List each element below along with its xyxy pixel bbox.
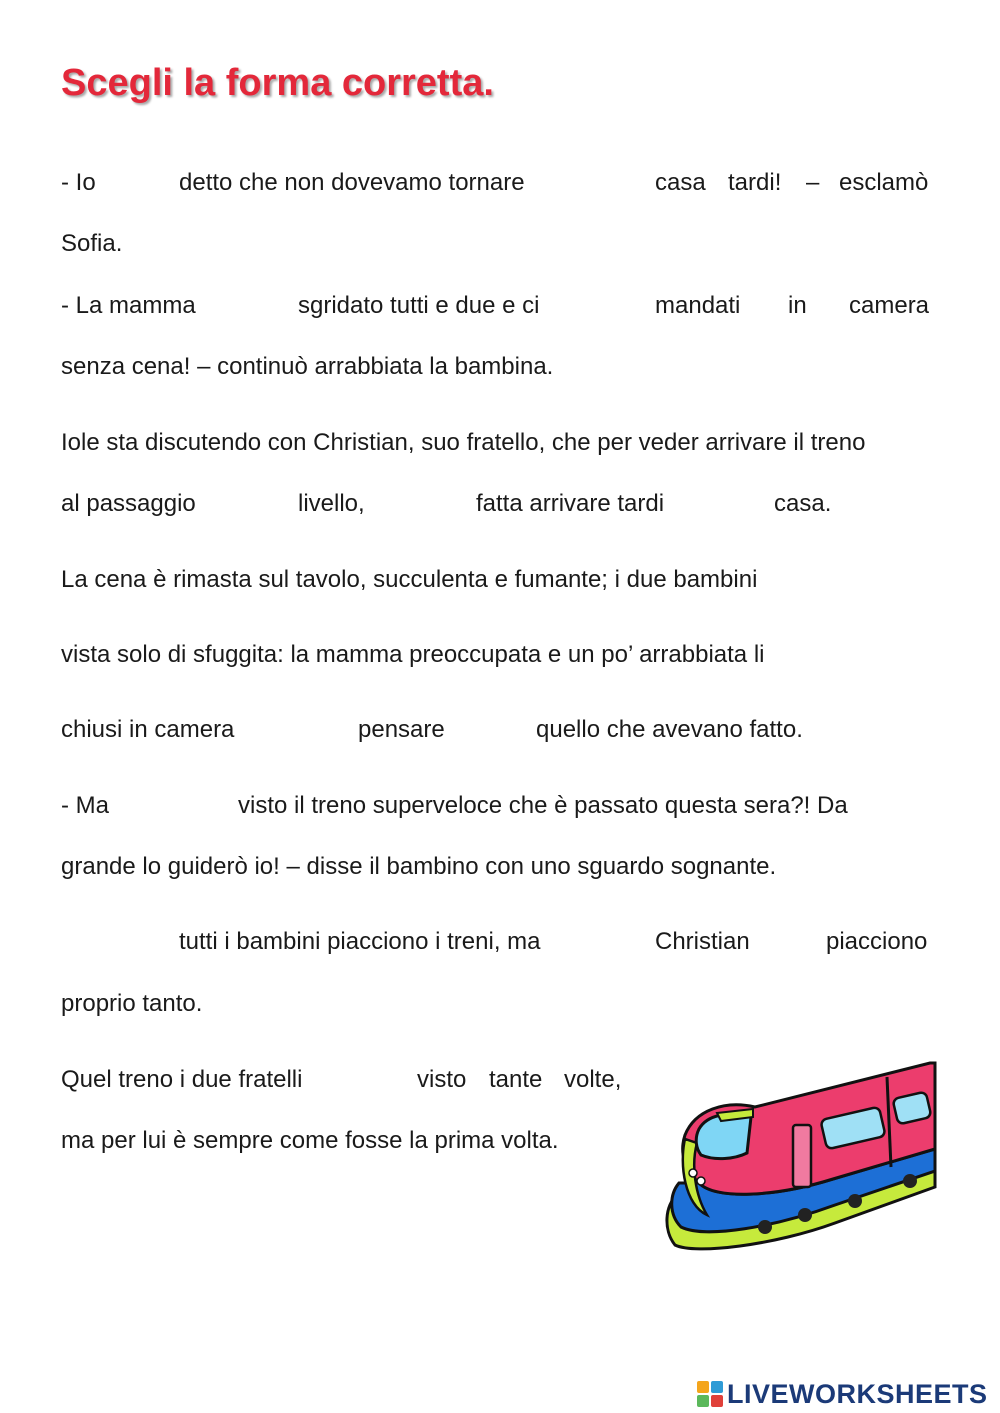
answer-gap-3[interactable]: [218, 291, 290, 321]
text-segment: casa: [655, 169, 706, 196]
answer-gap-16[interactable]: [340, 1065, 408, 1095]
answer-gap-2[interactable]: [575, 168, 645, 198]
answer-gap-5[interactable]: [218, 489, 290, 519]
text-segment: chiusi in camera: [61, 716, 235, 743]
text-segment: volte,: [564, 1066, 622, 1093]
text-segment: - La mamma: [61, 292, 196, 319]
text-segment: piacciono: [826, 928, 928, 955]
text-segment: Quel treno i due fratelli: [61, 1066, 303, 1093]
text-segment: fatta arrivare tardi: [476, 490, 665, 517]
liveworksheets-logo: [697, 1378, 988, 1410]
text-segment: tutti i bambini piacciono i treni, ma: [179, 928, 541, 955]
text-segment: pensare: [358, 716, 445, 743]
text-segment: proprio tanto.: [61, 990, 203, 1017]
answer-gap-4[interactable]: [575, 291, 647, 321]
liveworksheets-logo-text: LIVEWORKSHEETS: [727, 1378, 988, 1409]
text-segment: tante: [489, 1066, 543, 1093]
answer-gap-11[interactable]: [462, 715, 528, 745]
text-segment: quello che avevano fatto.: [536, 716, 803, 743]
text-segment: mandati: [655, 292, 741, 319]
answer-gap-7[interactable]: [695, 489, 765, 519]
answer-gap-10[interactable]: [262, 715, 350, 745]
text-segment: Iole sta discutendo con Christian, suo fratello, che per veder arrivare il treno: [61, 429, 866, 456]
text-segment: visto: [417, 1066, 467, 1093]
text-segment: grande lo guiderò io! – disse il bambino con uno sguardo sognante.: [61, 853, 777, 880]
text-segment: sgridato tutti e due e ci: [298, 292, 540, 319]
answer-gap-9[interactable]: [858, 640, 938, 670]
text-segment: livello,: [298, 490, 365, 517]
text-segment: senza cena! – continuò arrabbiata la bambina.: [61, 353, 554, 380]
text-segment: al passaggio: [61, 490, 196, 517]
answer-gap-15[interactable]: [766, 927, 818, 957]
text-segment: - Ma: [61, 792, 109, 819]
answer-gap-6[interactable]: [380, 489, 468, 519]
text-segment: detto che non dovevamo tornare: [179, 169, 525, 196]
text-segment: Sofia.: [61, 230, 123, 257]
text-segment: Christian: [655, 928, 750, 955]
train-illustration: [655, 1055, 940, 1265]
text-segment: in: [788, 292, 807, 319]
answer-gap-13[interactable]: [61, 927, 171, 957]
text-segment: –: [806, 169, 820, 196]
page-title: Scegli la forma corretta.: [61, 62, 494, 104]
answer-gap-1[interactable]: [110, 168, 170, 198]
text-segment: tardi!: [728, 169, 782, 196]
answer-gap-12[interactable]: [120, 791, 230, 821]
text-segment: visto il treno superveloce che è passato questa sera?! Da: [238, 792, 848, 819]
liveworksheets-logo-icon: [697, 1381, 723, 1407]
answer-gap-8[interactable]: [848, 565, 938, 595]
text-segment: camera: [849, 292, 930, 319]
text-segment: La cena è rimasta sul tavolo, succulenta e fumante; i due bambini: [61, 566, 758, 593]
text-segment: esclamò: [839, 169, 929, 196]
answer-gap-14[interactable]: [592, 927, 647, 957]
text-segment: - Io: [61, 169, 96, 196]
text-segment: casa.: [774, 490, 832, 517]
text-segment: ma per lui è sempre come fosse la prima volta.: [61, 1127, 559, 1154]
text-segment: vista solo di sfuggita: la mamma preoccupata e un po’ arrabbiata li: [61, 641, 765, 668]
